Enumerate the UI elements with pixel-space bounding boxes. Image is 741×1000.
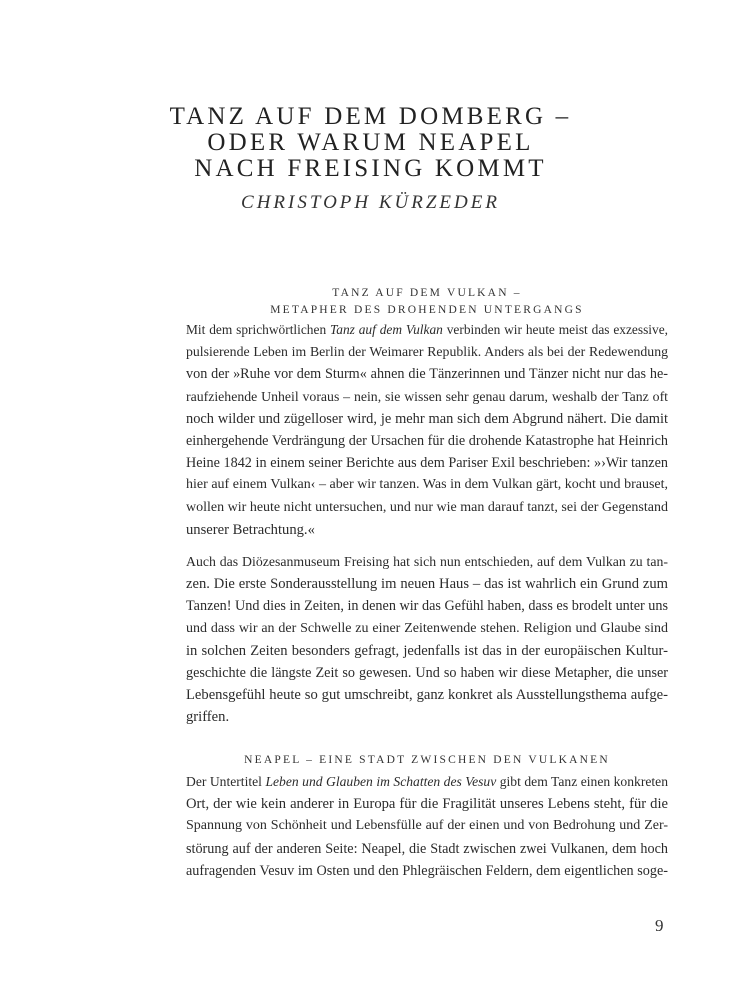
italic-phrase: Tanz auf dem Vulkan [330,322,443,337]
title-line-3: NACH FREISING KOMMT [194,155,547,182]
paragraph-line: Auch das Diözesanmuseum Freising hat sich nun entschieden, auf dem Vulkan zu tan- [186,554,668,569]
paragraph-line: und dass wir an der Schwelle zu einer Zeitenwende stehen. Religion und Glaube sind [186,620,668,636]
section-heading-2: NEAPEL – EINE STADT ZWISCHEN DEN VULKANEN [244,754,610,766]
page-number: 9 [655,916,664,935]
paragraph-line: noch wilder und zügelloser wird, je mehr man sich dem Abgrund nähert. Die damit [186,410,668,427]
paragraph-2 [186,551,668,729]
paragraph-line: aufragenden Vesuv im Osten und den Phlegräischen Feldern, dem eigentlichen soge- [186,862,668,879]
paragraph-line: pulsierende Leben im Berlin der Weimarer Republik. Anders als bei der Redewendung [186,344,668,360]
section-heading-1-line-2: METAPHER DES DROHENDEN UNTERGANGS [270,304,584,316]
paragraph-line: Der Untertitel Leben und Glauben im Schatten des Vesuv gibt dem Tanz einen konkreten [186,774,668,789]
title-line-2: ODER WARUM NEAPEL [207,129,534,156]
paragraph-line: einhergehende Verdrängung der Ursachen für die drohende Katastrophe hat Heinrich [186,432,668,449]
section-heading-1-line-1: TANZ AUF DEM VULKAN – [332,287,522,299]
title-line-1: TANZ AUF DEM DOMBERG – [169,103,572,130]
paragraph-line: geschichte die längste Zeit so gewesen. Und so haben wir diese Metapher, die unser [186,664,668,681]
paragraph-line: Tanzen! Und dies in Zeiten, in denen wir das Gefühl haben, dass es brodelt unter uns [186,598,668,615]
article-title [0,104,741,182]
paragraph-line: griffen. [186,709,230,726]
paragraph-1 [186,319,668,541]
paragraph-line: Mit dem sprichwörtlichen Tanz auf dem Vulkan verbinden wir heute meist das exzessive, [186,322,669,337]
author-name: CHRISTOPH KÜRZEDER [241,192,500,213]
section-heading-1 [186,285,668,319]
paragraph-line: Heine 1842 in einem seiner Berichte aus dem Pariser Exil beschrieben: »›Wir tanzen [186,455,668,472]
paragraph-line: hier auf einem Vulkan‹ – aber wir tanzen. Was in dem Vulkan gärt, kocht und brauset, [186,477,668,493]
paragraph-line: Lebensgefühl heute so gut umschreibt, ganz konkret als Ausstellungsthema aufge- [186,687,668,704]
italic-phrase: Leben und Glauben im Schatten des Vesuv [265,774,497,789]
paragraph-line: störung auf der anderen Seite: Neapel, die Stadt zwischen zwei Vulkanen, dem hoch [186,840,668,857]
paragraph-3 [186,771,668,882]
paragraph-line: raufziehende Unheil voraus – nein, sie wissen sehr genau darum, weshalb der Tanz oft [186,388,668,404]
paragraph-line: von der »Ruhe vor dem Sturm« ahnen die Tänzerinnen und Tänzer nicht nur das he- [186,366,668,383]
paragraph-line: zen. Die erste Sonderausstellung im neuen Haus – das ist wahrlich ein Grund zum [186,576,668,593]
paragraph-line: wollen wir heute nicht untersuchen, und nur wie man darauf tanzt, sei der Gegenstand [186,499,668,515]
paragraph-line: in solchen Zeiten besonders gefragt, jedenfalls ist das in der europäischen Kultur- [186,642,668,659]
paragraph-line: unserer Betrachtung.« [186,521,315,538]
paragraph-line: Spannung von Schönheit und Lebensfülle auf der einen und von Bedrohung und Zer- [186,818,668,834]
paragraph-line: Ort, der wie kein anderer in Europa für die Fragilität unseres Lebens steht, für die [186,796,668,813]
